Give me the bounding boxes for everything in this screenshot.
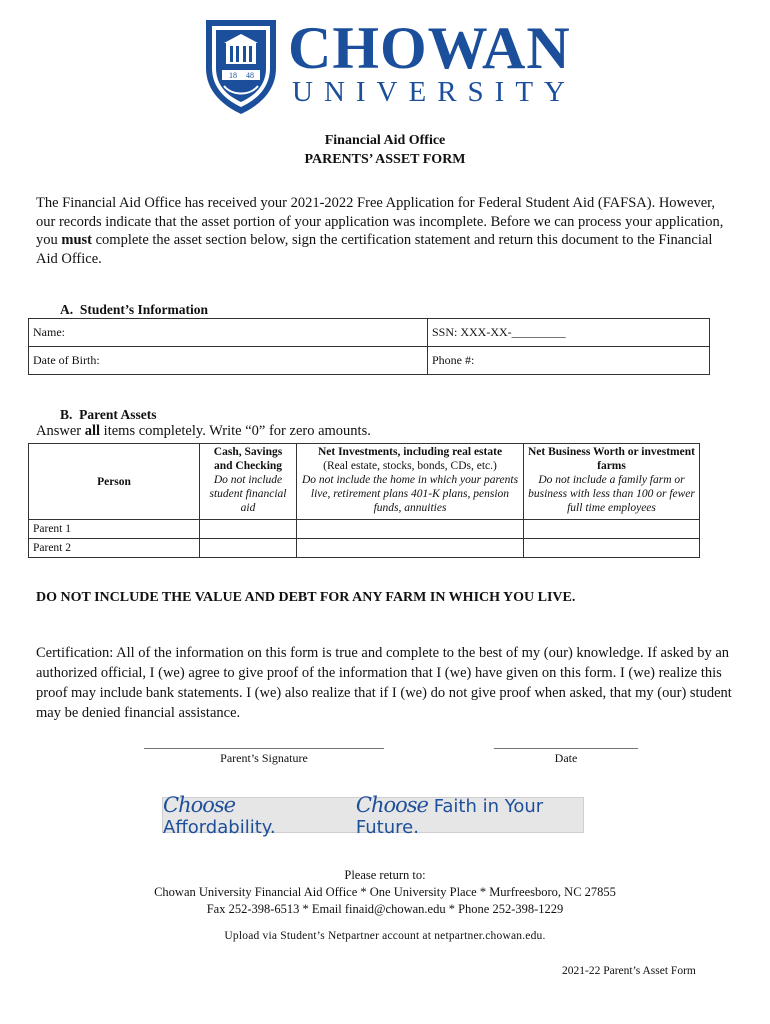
date-label: Date [554, 751, 578, 765]
investments-cell[interactable] [297, 520, 524, 539]
form-footer: 2021-22 Parent’s Asset Form [562, 965, 696, 977]
logo-wordmark: CHOWAN [288, 15, 571, 81]
col-investments-header: Net Investments, including real estate (Real estate, stocks, bonds, CDs, etc.) Do not include the home in which your parents live, retirement plans 401-K plans, pension funds, annuities [297, 444, 524, 520]
dob-field[interactable]: Date of Birth: [29, 347, 428, 375]
business-cell[interactable] [524, 539, 700, 558]
table-row [29, 520, 700, 539]
form-title: PARENTS’ ASSET FORM [304, 152, 466, 167]
svg-text:18: 18 [229, 71, 237, 80]
logo-subtitle: UNIVERSITY [292, 76, 576, 108]
date-field[interactable]: ________________________ Date [486, 736, 646, 766]
farm-notice: DO NOT INCLUDE THE VALUE AND DEBT FOR ANY FARM IN WHICH YOU LIVE. [36, 590, 576, 605]
investments-cell[interactable] [297, 539, 524, 558]
ssn-field[interactable]: SSN: XXX-XX-_________ [428, 319, 710, 347]
row-label: Parent 2 [29, 539, 200, 558]
intro-paragraph: The Financial Aid Office has received your 2021-2022 Free Application for Federal Student Aid (FAFSA). However, our records indicate that the asset portion of your application was incomplete. Before we can process your application, you must complete the asset section below, sign the certification statement and return this document to the Financial Aid Office. [36, 195, 724, 267]
section-a-heading: A. Student’s Information [60, 302, 209, 317]
return-info: Please return to: Chowan University Financial Aid Office * One University Place * Murfreesboro, NC 27855 Fax 252-398-6513 * Email finaid@chowan.edu * Phone 252-398-1229 [154, 868, 616, 916]
parent-signature-label: Parent’s Signature [220, 751, 308, 765]
university-logo [200, 16, 580, 116]
section-b-instructions: Answer all items completely. Write “0” for zero amounts. [36, 423, 371, 439]
upload-note: Upload via Student’s Netpartner account at netpartner.chowan.edu. [224, 930, 546, 942]
name-field[interactable]: Name: [29, 319, 428, 347]
col-cash-header: Cash, Savings and Checking Do not include student financial aid [200, 444, 297, 520]
row-label: Parent 1 [29, 520, 200, 539]
phone-field[interactable]: Phone #: [428, 347, 710, 375]
section-b-heading: B. Parent Assets [60, 407, 157, 422]
table-row [29, 539, 700, 558]
cash-cell[interactable] [200, 539, 297, 558]
crest-icon [202, 16, 280, 116]
slogan-banner: Choose Affordability. Choose Faith in Your Future. [162, 797, 584, 833]
parent-assets-table [28, 443, 700, 558]
certification-statement: Certification: All of the information on this form is true and complete to the best of my (our) knowledge. If asked by an authorized official, I (we) agree to give proof of the information that I (we) have given on this form. I (we) realize this proof may include bank statements. I (we) also realize that if I (we) do not give proof when asked, that my (our) student may be denied financial assistance. [36, 645, 732, 721]
student-info-table [28, 318, 710, 375]
cash-cell[interactable] [200, 520, 297, 539]
office-title: Financial Aid Office [324, 133, 446, 148]
parent-signature-field[interactable]: ________________________________________ Parent’s Signature [116, 736, 412, 766]
col-business-header: Net Business Worth or investment farms Do not include a family farm or business with less than 100 or fewer full time employees [524, 444, 700, 520]
col-person-header: Person [29, 444, 200, 520]
business-cell[interactable] [524, 520, 700, 539]
svg-text:48: 48 [246, 71, 254, 80]
